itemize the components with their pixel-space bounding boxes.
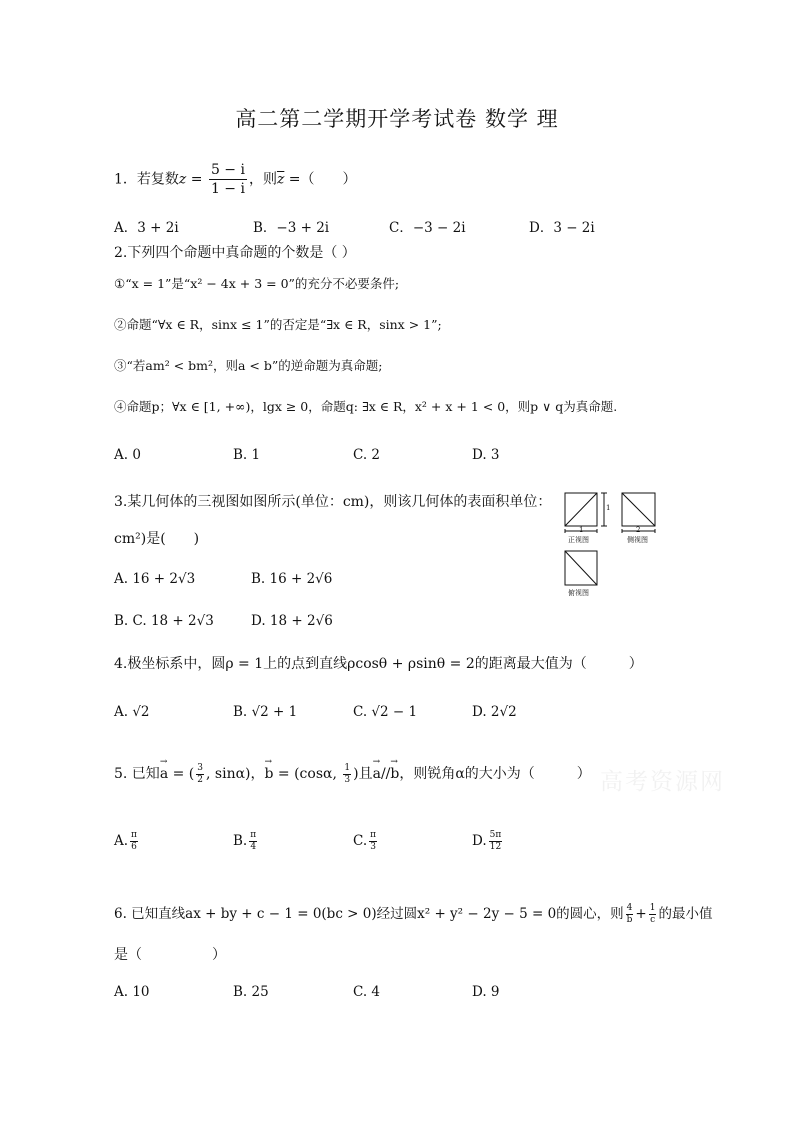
- q6-option-c: C. 4: [353, 984, 381, 1000]
- side-view-label: 侧视图: [627, 536, 648, 544]
- q4-option-b: B. √2 + 1: [233, 704, 298, 720]
- side-view-diagonal: [622, 493, 655, 526]
- q6-option-d: D. 9: [472, 984, 500, 1000]
- side-view-width-label: 2: [636, 526, 641, 534]
- q1-fraction: $\frac{5 - i}{1 - i}$: [210, 162, 245, 197]
- front-view-diagonal: [565, 493, 597, 526]
- watermark: 高考资源网: [600, 769, 725, 795]
- q5-option-c: C. $\frac{\pi}{3}$: [353, 830, 377, 852]
- q1-option-c: C．−3 − 2i: [389, 220, 466, 236]
- q4-option-d: D. 2√2: [472, 704, 517, 720]
- q5-option-d: D. $\frac{5\pi}{12}$: [472, 830, 502, 852]
- page-title: 高二第二学期开学考试卷 数学 理: [235, 107, 559, 131]
- q2-option-a: A. 0: [114, 447, 141, 463]
- question-1-stem: 1．若复数z = $\frac{5 - i}{1 - i}$ ，则$\overline{z}$ =（ ）: [114, 162, 357, 197]
- three-views-drawing: [560, 490, 670, 600]
- q6-option-b: B. 25: [233, 984, 269, 1000]
- q2-item-2: ②命题“∀x ∈ R，sinx ≤ 1”的否定是“∃x ∈ R，sinx > 1”;: [114, 317, 442, 332]
- q2-item-1: ①“x = 1”是“x² − 4x + 3 = 0”的充分不必要条件;: [114, 276, 400, 291]
- front-view-label: 正视图: [568, 536, 589, 544]
- q5-option-b: B. $\frac{\pi}{4}$: [233, 830, 257, 852]
- q2-item-3: ③“若am² < bm²，则a < b”的逆命题为真命题;: [114, 358, 383, 373]
- question-5-stem: 5. 已知→ a = ( $\frac{3}{2}$ , sinα)，→ b = (cosα, $\frac{1}{3}$ )且→ a//→ b，则锐角α的大小为（ ）: [114, 763, 591, 785]
- question-2-stem: 2.下列四个命题中真命题的个数是（ ）: [114, 245, 356, 261]
- q6-option-a: A. 10: [114, 984, 150, 1000]
- q4-option-c: C. √2 − 1: [353, 704, 418, 720]
- q3-option-b: B. 16 + 2√6: [251, 571, 333, 587]
- question-6-stem-line1: 6. 已知直线ax + by + c − 1 = 0(bc > 0)经过圆x² + y² − 2y − 5 = 0的圆心，则 $\frac{4}{b}$ + $\frac{1}{c}$ 的最小值: [114, 903, 713, 925]
- q2-option-d: D. 3: [472, 447, 500, 463]
- q1-option-d: D．3 − 2i: [529, 220, 595, 236]
- question-3-stem-line1: 3.某几何体的三视图如图所示(单位：cm)，则该几何体的表面积单位：: [114, 494, 552, 510]
- q4-option-a: A. √2: [114, 704, 150, 720]
- q3-option-d: D. 18 + 2√6: [251, 613, 333, 629]
- top-view-diagonal: [565, 551, 597, 585]
- q2-option-b: B. 1: [233, 447, 261, 463]
- front-view-width-label: 1: [579, 526, 584, 534]
- q1-option-a: A．3 + 2i: [114, 220, 179, 236]
- q2-option-c: C. 2: [353, 447, 381, 463]
- question-3-stem-line2: cm²)是( ): [114, 531, 200, 547]
- question-4-stem: 4.极坐标系中，圆ρ = 1上的点到直线ρcosθ + ρsinθ = 2的距离最大值为（ ）: [114, 656, 643, 672]
- top-view-label: 俯视图: [568, 589, 589, 597]
- q3-option-a: A. 16 + 2√3: [114, 571, 196, 587]
- q2-item-4: ④命题p；∀x ∈ [1, +∞)，lgx ≥ 0，命题q: ∃x ∈ R，x² + x + 1 < 0，则p ∨ q为真命题.: [114, 399, 618, 414]
- q3-option-c: B. C. 18 + 2√3: [114, 613, 214, 629]
- three-views-figure: [560, 490, 670, 600]
- front-view-height-label: 1: [606, 504, 611, 512]
- q5-option-a: A. $\frac{\pi}{6}$: [114, 830, 137, 852]
- q1-option-b: B．−3 + 2i: [253, 220, 330, 236]
- question-6-stem-line2: 是（ ）: [114, 947, 226, 963]
